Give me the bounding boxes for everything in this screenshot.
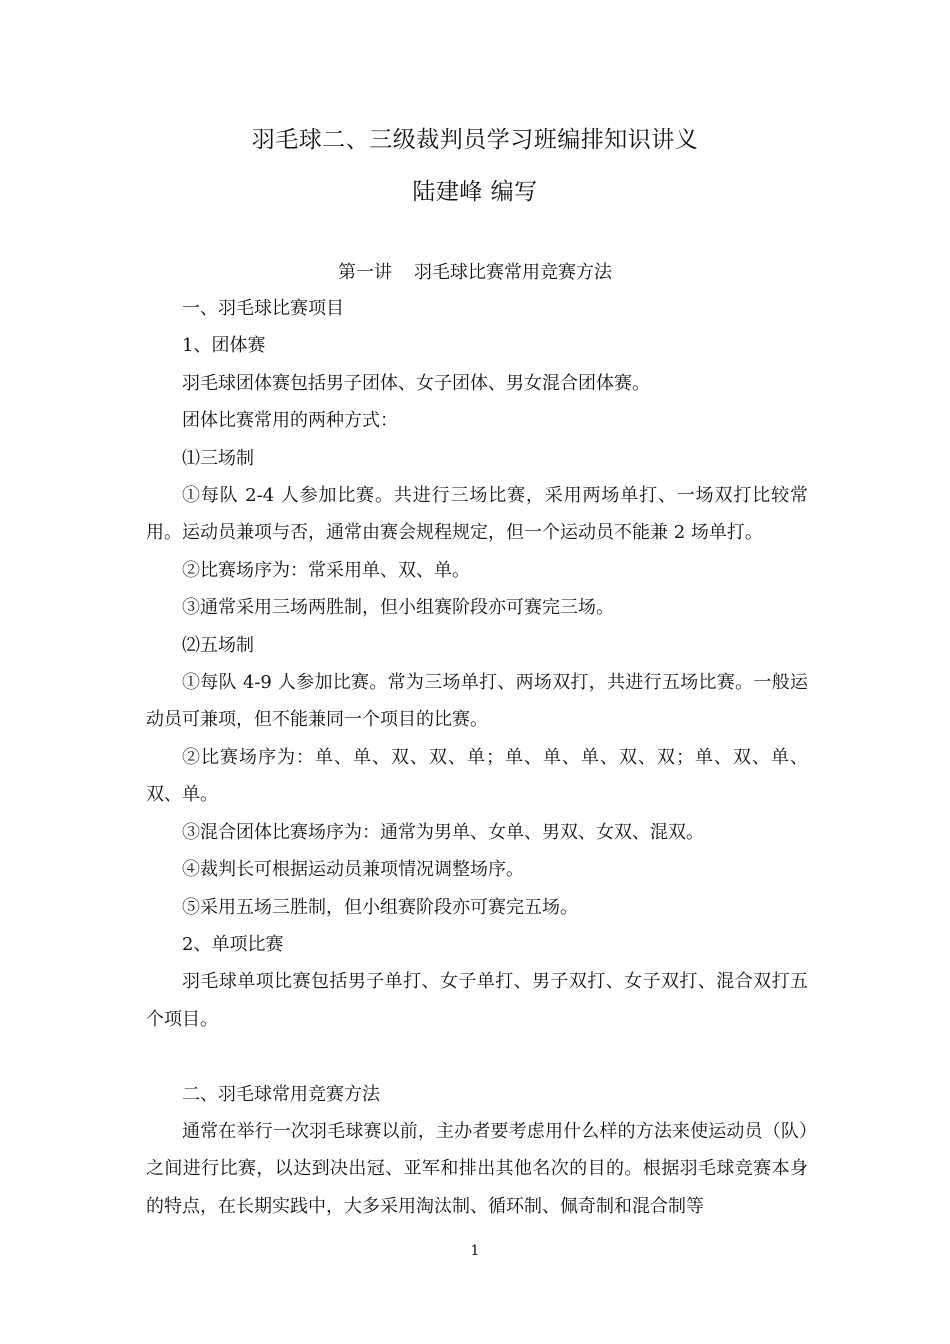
list-item: ③通常采用三场两胜制，但小组赛阶段亦可赛完三场。 [182, 597, 614, 619]
paragraph: 通常在举行一次羽毛球赛以前，主办者要考虑用什么样的方法来使运动员（队）之间进行比赛，以达到决出冠、亚军和排出其他名次的目的。根据羽毛球竞赛本身的特点，在长期实践中，大多采用淘汰制、循环制、佩奇制和混合制等 [146, 1120, 808, 1217]
section-heading: 一、羽毛球比赛项目 [182, 298, 344, 319]
lecture-number: 第一讲 [338, 262, 392, 283]
subsection-heading: 1、团体赛 [182, 335, 266, 357]
list-item: ③混合团体比赛场序为：通常为男单、女单、男双、女双、混双。 [182, 821, 704, 843]
blank-line [146, 1038, 808, 1075]
page-number: 1 [470, 1243, 480, 1259]
list-item: ④裁判长可根据运动员兼项情况调整场序。 [182, 859, 524, 881]
lecture-heading [0, 258, 950, 284]
list-heading: ⑵五场制 [182, 634, 254, 656]
paragraph: 羽毛球单项比赛包括男子单打、女子单打、男子双打、女子双打、混合双打五个项目。 [146, 971, 808, 1030]
document-body [146, 290, 808, 1225]
list-heading: ⑴三场制 [182, 447, 254, 469]
subsection-heading: 2、单项比赛 [182, 933, 284, 955]
list-item: ②比赛场序为：常采用单、双、单。 [182, 559, 470, 581]
list-item: ①每队 4-9 人参加比赛。常为三场单打、两场双打，共进行五场比赛。一般运动员可兼项，但不能兼同一个项目的比赛。 [146, 672, 808, 731]
list-item: ②比赛场序为：单、单、双、双、单；单、单、单、双、双；单、双、单、双、单。 [146, 746, 808, 806]
paragraph: 羽毛球团体赛包括男子团体、女子团体、男女混合团体赛。 [182, 372, 650, 394]
paragraph: 团体比赛常用的两种方式： [182, 410, 398, 432]
section-heading: 二、羽毛球常用竞赛方法 [182, 1083, 380, 1105]
lecture-title: 羽毛球比赛常用竞赛方法 [414, 262, 612, 283]
list-item: ①每队 2-4 人参加比赛。共进行三场比赛，采用两场单打、一场双打比较常用。运动员兼项与否，通常由赛会规程规定，但一个运动员不能兼 2 场单打。 [146, 485, 808, 544]
document-author: 陆建峰 编写 [412, 179, 538, 205]
list-item: ⑤采用五场三胜制，但小组赛阶段亦可赛完五场。 [182, 896, 578, 918]
document-title: 羽毛球二、三级裁判员学习班编排知识讲义 [251, 127, 699, 153]
